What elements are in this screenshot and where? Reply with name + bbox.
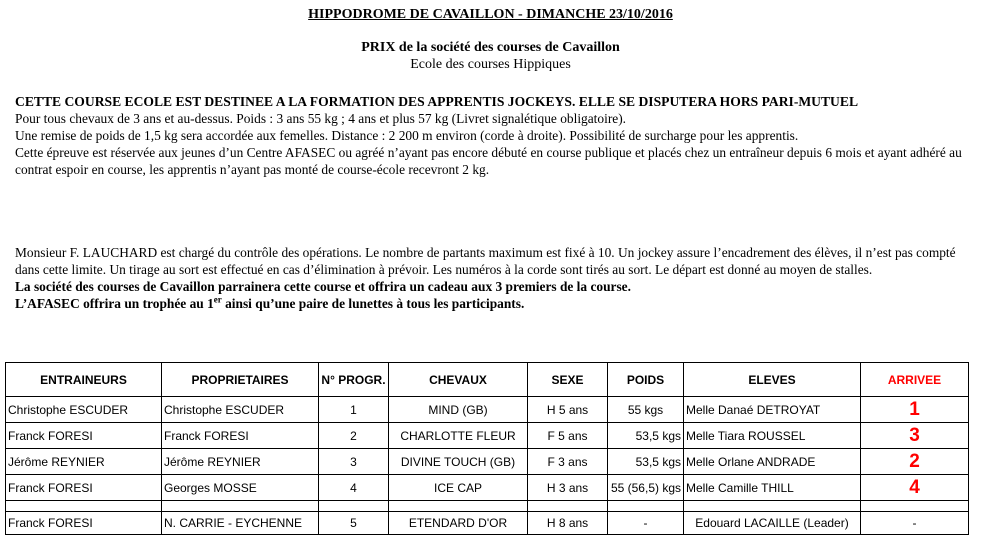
cell-eleve: Edouard LACAILLE (Leader) [684, 512, 861, 535]
table-separator-row [6, 501, 969, 512]
col-proprietaires: PROPRIETAIRES [162, 363, 319, 397]
conditions-line-3: Cette épreuve est réservée aux jeunes d’un Centre AFASEC ou agréé n’ayant pas encore débuté en course publique et placés chez un entraîneur depuis 6 mois et ayant adhéré au contrat espoir en course, les apprentis n’ayant pas monté de course-école recevront 2 kg. [15, 145, 962, 177]
cell-cheval: CHARLOTTE FLEUR [389, 423, 528, 449]
col-num: N° PROGR. [319, 363, 389, 397]
table-row [6, 475, 969, 501]
cell-proprietaire: Jérôme REYNIER [162, 449, 319, 475]
cell-eleve: Melle Orlane ANDRADE [684, 449, 861, 475]
cell-poids: 53,5 kgs [608, 423, 684, 449]
cell-num: 4 [319, 475, 389, 501]
notes-bold-2-a: L’AFASEC offrira un trophée au 1 [15, 296, 214, 311]
cell-num: 2 [319, 423, 389, 449]
cell-arrivee: 2 [861, 449, 969, 475]
col-entraineurs: ENTRAINEURS [6, 363, 162, 397]
cell-poids: - [608, 512, 684, 535]
cell-arrivee: 1 [861, 397, 969, 423]
cell-sexe: H 8 ans [528, 512, 608, 535]
cell-entraineur: Franck FORESI [6, 512, 162, 535]
table-row-leader [6, 512, 969, 535]
col-poids: POIDS [608, 363, 684, 397]
cell-poids: 53,5 kgs [608, 449, 684, 475]
cell-sexe: F 5 ans [528, 423, 608, 449]
page-title: HIPPODROME DE CAVAILLON - DIMANCHE 23/10/2016 [308, 7, 673, 22]
cell-cheval: DIVINE TOUCH (GB) [389, 449, 528, 475]
race-subtitle: Ecole des courses Hippiques [410, 57, 571, 72]
results-table [5, 362, 969, 535]
conditions-line-2: Une remise de poids de 1,5 kg sera accordée aux femelles. Distance : 2 200 m environ (corde à droite). Possibilité de surcharge pour les apprentis. [15, 128, 799, 143]
cell-arrivee: 3 [861, 423, 969, 449]
race-notes [15, 244, 970, 312]
notes-bold-2-sup: er [213, 294, 222, 305]
table-row [6, 397, 969, 423]
col-arrivee: ARRIVEE [861, 363, 969, 397]
notes-paragraph: Monsieur F. LAUCHARD est chargé du contrôle des opérations. Le nombre de partants maximum est fixé à 10. Un jockey assure l’encadrement des élèves, il n’est pas compté dans cette limite. Un tirage au sort est effectué en cas d’élimination à prévoir. Les numéros à la corde sont tirés au sort. Le départ est donné au moyen de stalles. [15, 245, 956, 277]
cell-cheval: ICE CAP [389, 475, 528, 501]
cell-eleve: Melle Danaé DETROYAT [684, 397, 861, 423]
cell-proprietaire: N. CARRIE - EYCHENNE [162, 512, 319, 535]
cell-entraineur: Franck FORESI [6, 475, 162, 501]
cell-cheval: MIND (GB) [389, 397, 528, 423]
cell-proprietaire: Georges MOSSE [162, 475, 319, 501]
cell-sexe: H 3 ans [528, 475, 608, 501]
cell-sexe: H 5 ans [528, 397, 608, 423]
notes-bold-2 [15, 295, 970, 312]
cell-entraineur: Jérôme REYNIER [6, 449, 162, 475]
conditions-line-1: Pour tous chevaux de 3 ans et au-dessus. Poids : 3 ans 55 kg ; 4 ans et plus 57 kg (Livret signalétique obligatoire). [15, 111, 627, 126]
cell-num: 1 [319, 397, 389, 423]
cell-sexe: F 3 ans [528, 449, 608, 475]
cell-arrivee: - [861, 512, 969, 535]
table-header-row [6, 363, 969, 397]
cell-poids: 55 kgs [608, 397, 684, 423]
notes-bold-2-b: ainsi qu’une paire de lunettes à tous les participants. [221, 296, 525, 311]
cell-num: 5 [319, 512, 389, 535]
table-row [6, 423, 969, 449]
race-conditions [15, 93, 975, 178]
cell-poids: 55 (56,5) kgs [608, 475, 684, 501]
notes-bold-1: La société des courses de Cavaillon parrainera cette course et offrira un cadeau aux 3 premiers de la course. [15, 279, 631, 294]
cell-cheval: ETENDARD D'OR [389, 512, 528, 535]
cell-entraineur: Franck FORESI [6, 423, 162, 449]
conditions-lead: CETTE COURSE ECOLE EST DESTINEE A LA FORMATION DES APPRENTIS JOCKEYS. ELLE SE DISPUTERA HORS PARI-MUTUEL [15, 94, 859, 109]
cell-entraineur: Christophe ESCUDER [6, 397, 162, 423]
cell-proprietaire: Christophe ESCUDER [162, 397, 319, 423]
col-eleves: ELEVES [684, 363, 861, 397]
cell-num: 3 [319, 449, 389, 475]
race-name: PRIX de la société des courses de Cavaillon [361, 40, 620, 55]
cell-proprietaire: Franck FORESI [162, 423, 319, 449]
table-row [6, 449, 969, 475]
col-sexe: SEXE [528, 363, 608, 397]
cell-eleve: Melle Tiara ROUSSEL [684, 423, 861, 449]
cell-arrivee: 4 [861, 475, 969, 501]
cell-eleve: Melle Camille THILL [684, 475, 861, 501]
col-chevaux: CHEVAUX [389, 363, 528, 397]
